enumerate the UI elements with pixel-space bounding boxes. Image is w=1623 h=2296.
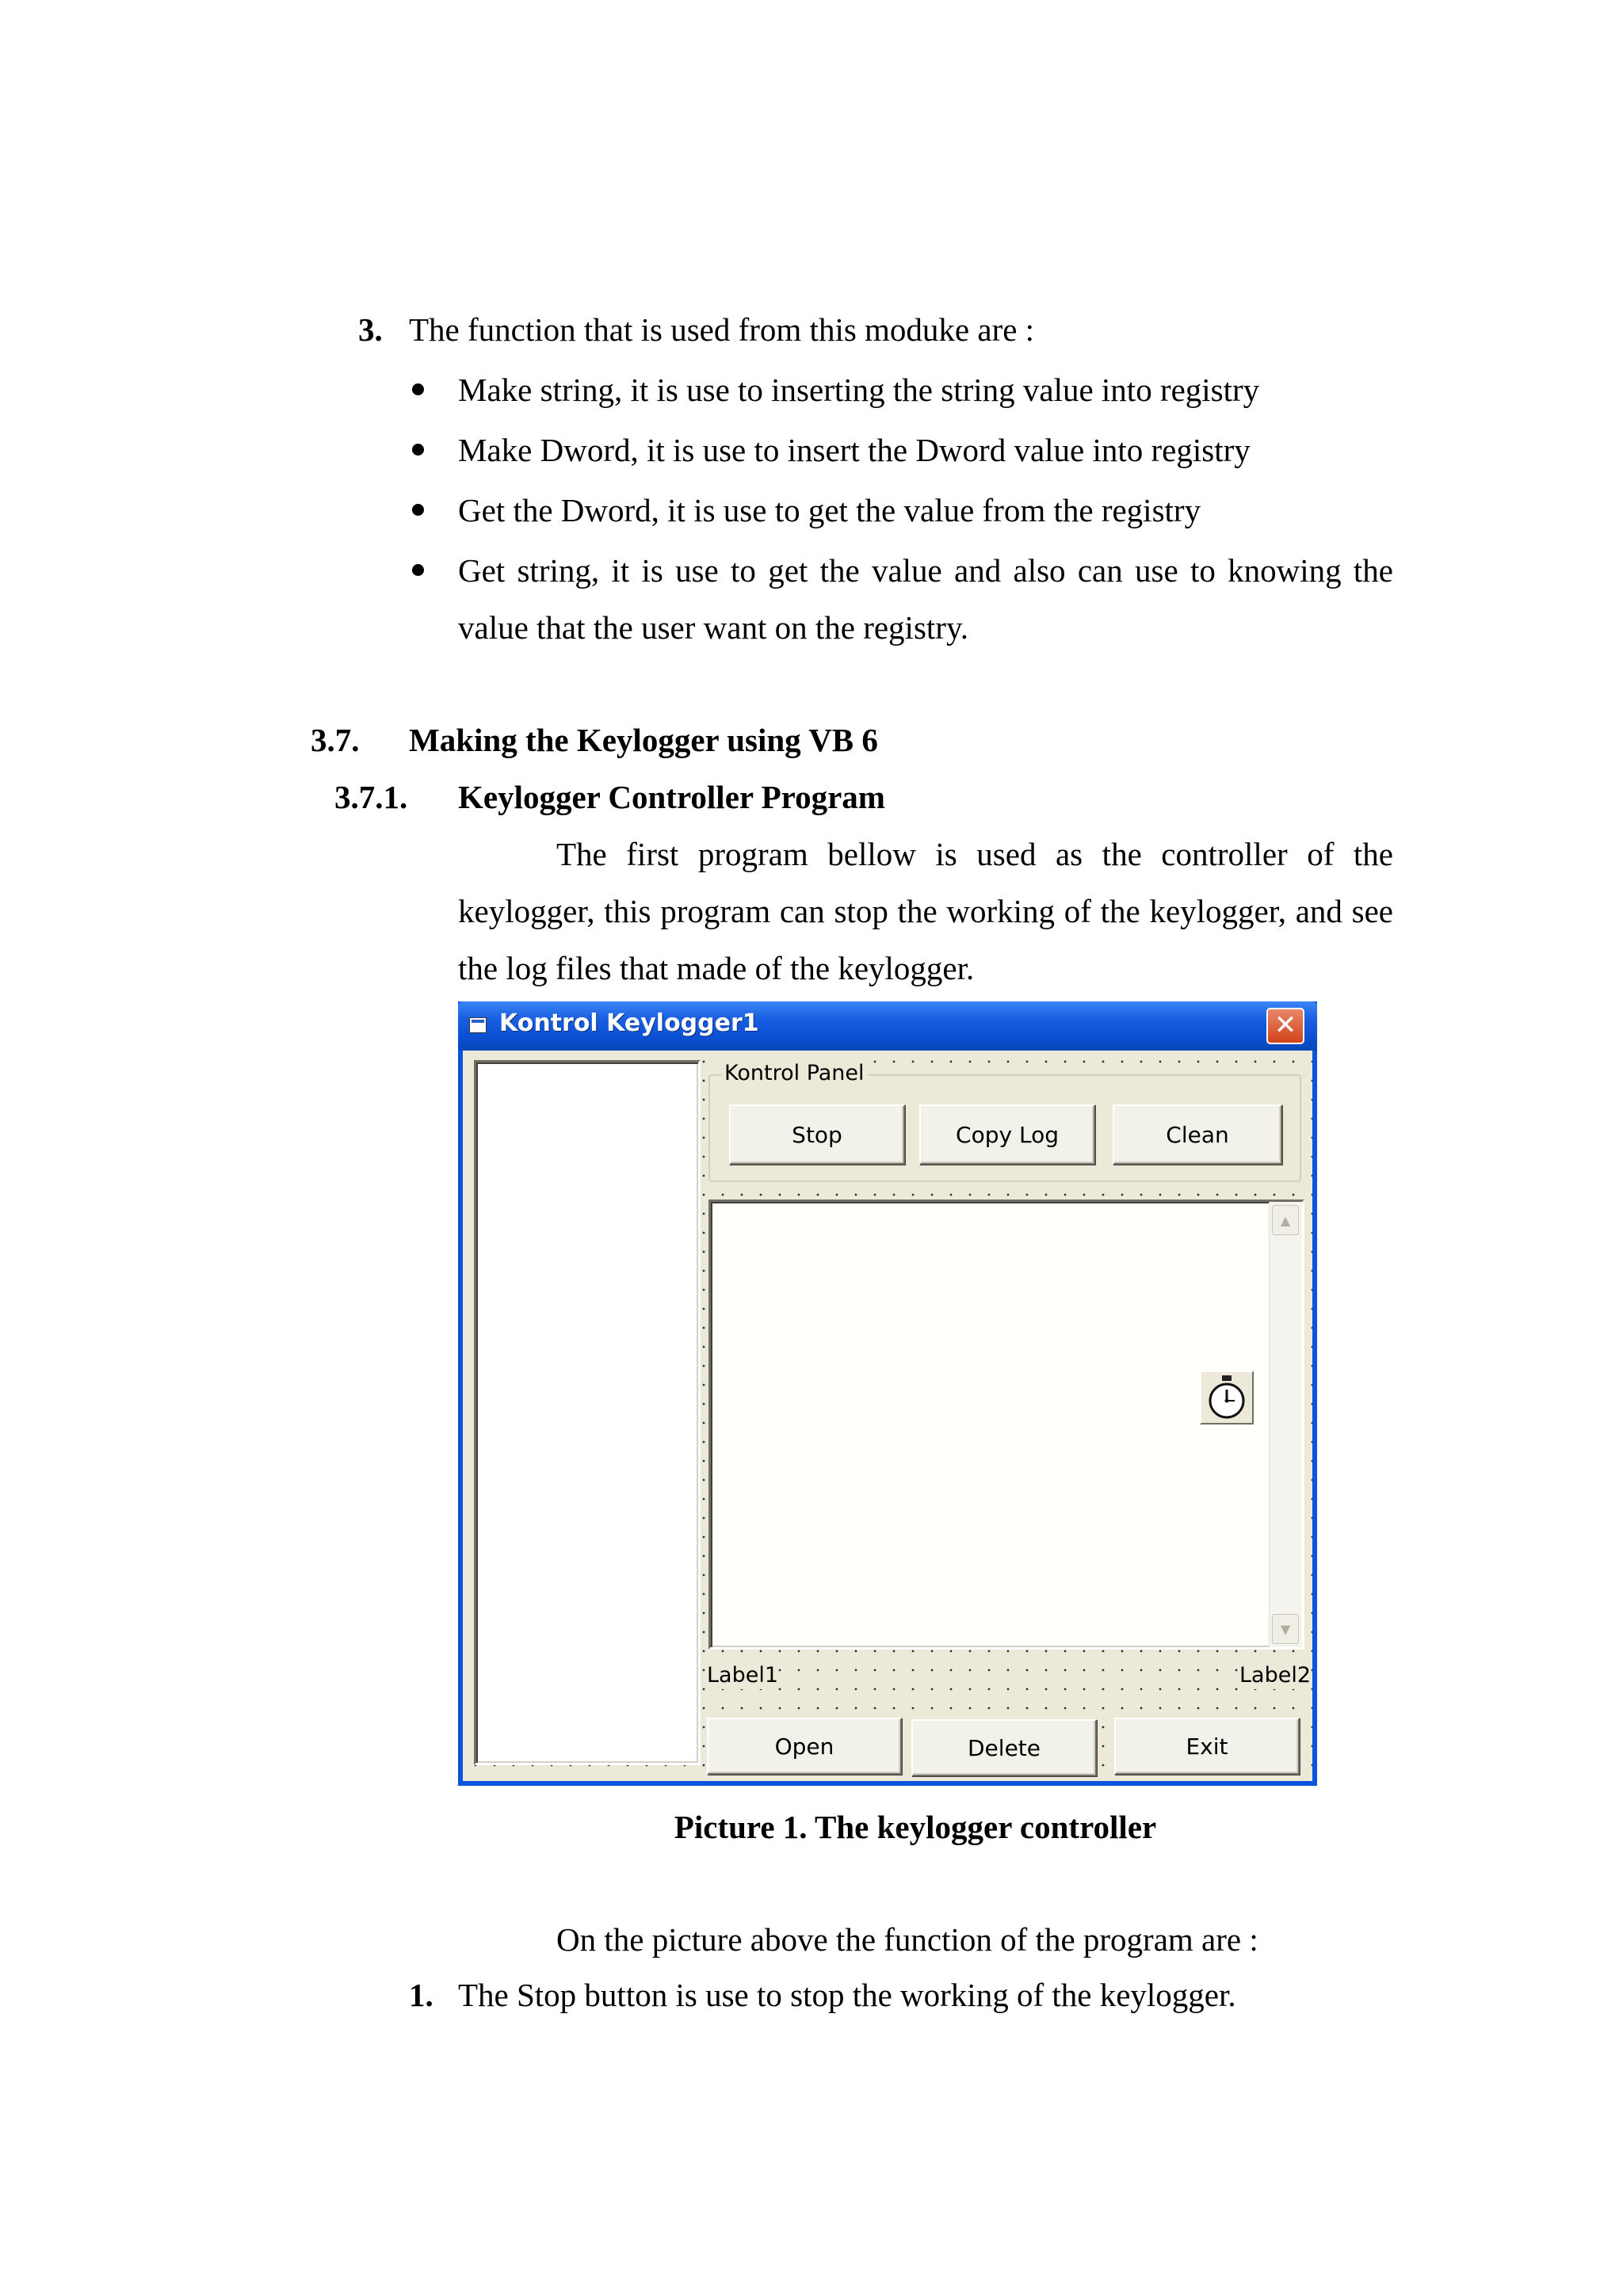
stopwatch-icon [1201, 1372, 1252, 1423]
copy-log-button[interactable]: Copy Log [919, 1104, 1095, 1165]
form-client-area [463, 1051, 1312, 1781]
scroll-up-icon[interactable]: ▲ [1272, 1205, 1299, 1235]
bullet-item-4-continued: value that the user want on the registry. [458, 609, 969, 646]
list-item-1: The Stop button is use to stop the working of the keylogger. [458, 1977, 1236, 2013]
bullet-item-1: Make string, it is use to inserting the string value into registry [458, 372, 1260, 408]
vb6-form-window [458, 1001, 1317, 1786]
subsection-heading: Keylogger Controller Program [458, 779, 885, 815]
scroll-down-icon[interactable]: ▼ [1272, 1614, 1299, 1644]
figure-caption: Picture 1. The keylogger controller [674, 1809, 1157, 1845]
paragraph-line-1: The first program bellow is used as the controller of the [556, 836, 1393, 872]
label2: Label2 [1239, 1663, 1312, 1688]
list-number-3: 3. [358, 311, 383, 348]
paragraph-line-2: keylogger, this program can stop the working of the keylogger, and see [458, 893, 1393, 929]
title-bar[interactable] [458, 1001, 1317, 1051]
bullet-icon [412, 564, 424, 576]
timer-control[interactable] [1200, 1371, 1254, 1425]
bullet-icon [412, 444, 424, 456]
list-intro: The function that is used from this moduke are : [409, 311, 1035, 348]
paragraph-line-3: the log files that made of the keylogger. [458, 950, 975, 986]
list-number-1: 1. [409, 1977, 433, 2013]
open-button[interactable]: Open [707, 1718, 902, 1775]
vertical-scrollbar[interactable] [1269, 1202, 1302, 1647]
frame-label: Kontrol Panel [721, 1060, 868, 1087]
delete-button[interactable]: Delete [911, 1719, 1097, 1776]
heading-number: 3.7. [311, 722, 360, 758]
section-heading: Making the Keylogger using VB 6 [409, 722, 878, 758]
exit-button[interactable]: Exit [1114, 1718, 1300, 1775]
file-list-box[interactable] [474, 1060, 701, 1765]
subheading-number: 3.7.1. [334, 779, 408, 815]
bullet-item-2: Make Dword, it is use to insert the Dword value into registry [458, 432, 1251, 468]
stop-button[interactable]: Stop [729, 1104, 905, 1165]
bullet-item-4: Get string, it is use to get the value and also can use to knowing the [458, 552, 1393, 589]
paragraph-2: On the picture above the function of the program are : [556, 1921, 1258, 1958]
label1: Label1 [707, 1663, 779, 1688]
form-icon [469, 1017, 487, 1033]
bullet-icon [412, 504, 424, 516]
bullet-item-3: Get the Dword, it is use to get the value from the registry [458, 492, 1201, 528]
window-title: Kontrol Keylogger1 [499, 1009, 759, 1037]
close-button[interactable]: ✕ [1266, 1008, 1304, 1044]
clean-button[interactable]: Clean [1113, 1104, 1282, 1165]
control-panel-frame [708, 1061, 1301, 1182]
bullet-icon [412, 383, 424, 395]
